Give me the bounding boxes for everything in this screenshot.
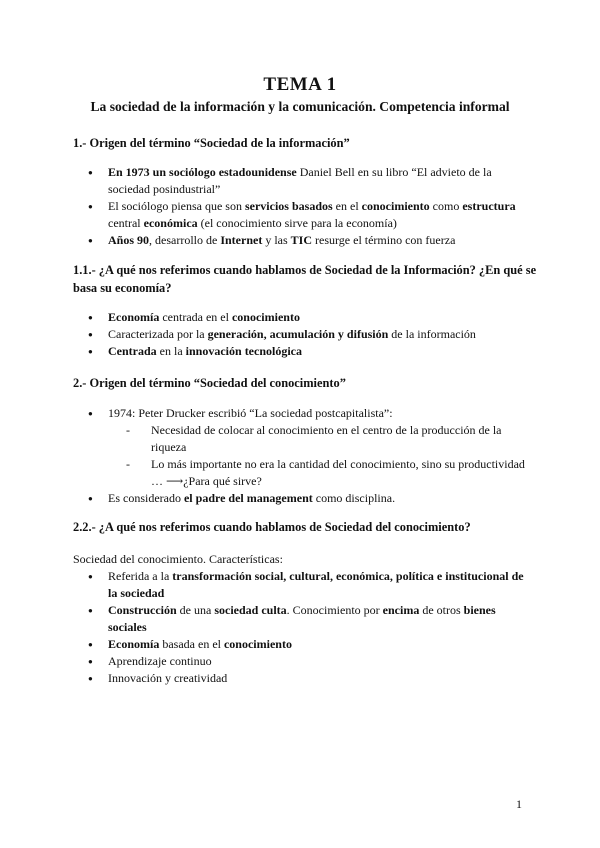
sub-list-item: - Lo más importante no era la cantidad del conocimiento, sino su productividad … ⟶¿Para qué sirve?	[126, 456, 528, 490]
sub-list-item: - Necesidad de colocar al conocimiento en el centro de la producción de la riqueza	[126, 422, 528, 456]
bullet-list	[88, 309, 528, 360]
list-item	[88, 326, 528, 343]
run: servicios basados	[244, 199, 333, 213]
list-item	[88, 636, 528, 653]
run: en el	[332, 199, 362, 213]
section-heading: 1.- Origen del término “Sociedad de la información”	[73, 136, 350, 150]
run: en la	[156, 344, 186, 358]
run: encima	[382, 603, 420, 617]
run: de otros	[419, 603, 464, 617]
run: bienes sociales	[108, 603, 496, 634]
bullet-list	[88, 568, 528, 687]
bullet-list	[88, 164, 528, 249]
run: y las	[262, 233, 291, 247]
list-item	[88, 568, 528, 602]
page-subtitle: La sociedad de la información y la comunicación. Competencia informal	[90, 99, 510, 114]
run: conocimiento	[223, 637, 292, 651]
run: Construcción	[108, 603, 177, 617]
run: Economía	[108, 310, 160, 324]
run: generación, acumulación y difusión	[207, 327, 389, 341]
run: central	[108, 216, 144, 230]
run: Economía	[108, 637, 160, 651]
run: basada en el	[159, 637, 224, 651]
run: Centrada	[108, 344, 157, 358]
run: de la información	[388, 327, 476, 341]
run: (el conocimiento sirve para la economía)	[197, 216, 397, 230]
run: , desarrollo de	[149, 233, 221, 247]
list-item	[88, 670, 528, 687]
run: resurge el término con fuerza	[312, 233, 456, 247]
run: 1974: Peter Drucker escribió “La sociedad postcapitalista”:	[108, 406, 393, 420]
run: económica	[143, 216, 198, 230]
list-item	[88, 490, 528, 507]
run: . Conocimiento por	[286, 603, 383, 617]
section-heading: 2.- Origen del término “Sociedad del conocimiento”	[73, 376, 346, 390]
list-item	[88, 164, 528, 198]
list-item	[88, 232, 528, 249]
run: sociedad culta	[214, 603, 287, 617]
bullet-list	[88, 405, 528, 507]
run: Años 90	[108, 233, 150, 247]
section-heading: 2.2.- ¿A qué nos referimos cuando hablamos de Sociedad del conocimiento?	[73, 520, 471, 534]
run: conocimiento	[231, 310, 300, 324]
list-item	[88, 602, 528, 636]
list-item	[88, 343, 528, 360]
run: como	[429, 199, 463, 213]
run: Es considerado	[108, 491, 184, 505]
run: Internet	[220, 233, 263, 247]
list-item	[88, 309, 528, 326]
run: innovación tecnológica	[185, 344, 303, 358]
list-item	[88, 198, 528, 232]
run: estructura	[462, 199, 516, 213]
run: Referida a la	[108, 569, 173, 583]
run: Caracterizada por la	[108, 327, 208, 341]
list-item	[88, 405, 528, 490]
section-heading: 1.1.- ¿A qué nos referimos cuando hablamos de Sociedad de la Información? ¿En qué se basa su economía?	[73, 263, 537, 295]
run: conocimiento	[361, 199, 430, 213]
run: El sociólogo piensa que son	[108, 199, 245, 213]
run: como disciplina.	[312, 491, 396, 505]
run: Aprendizaje continuo	[108, 654, 212, 668]
list-item	[88, 653, 528, 670]
run: Daniel Bell en su libro “El advieto de la sociedad posindustrial”	[108, 165, 492, 196]
page-number: 1	[516, 797, 522, 811]
run: centrada en el	[159, 310, 232, 324]
run: Innovación y creatividad	[108, 671, 228, 685]
section-intro: Sociedad del conocimiento. Características:	[73, 552, 283, 566]
run: de una	[176, 603, 215, 617]
run: TIC	[290, 233, 313, 247]
dash-list	[108, 422, 528, 490]
run: transformación social, cultural, económica, política e institucional de la sociedad	[108, 569, 524, 600]
run: el padre del management	[183, 491, 313, 505]
page-title: TEMA 1	[263, 74, 337, 95]
run: En 1973 un sociólogo estadounidense	[108, 165, 297, 179]
